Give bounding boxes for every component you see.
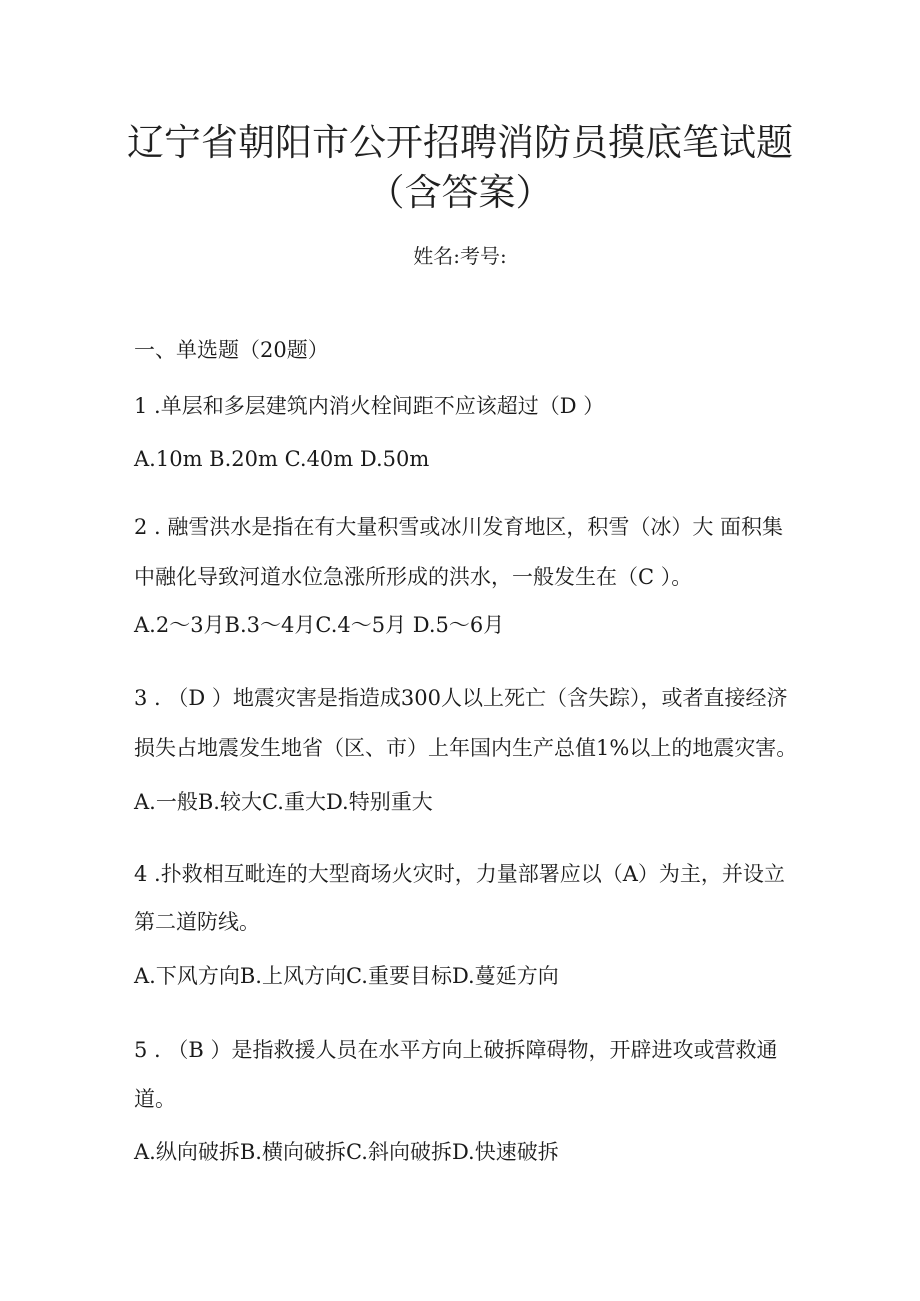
question-3-options: A.一般B.较大C.重大D.特别重大 [134,790,433,814]
question-4-options: A.下风方向B.上风方向C.重要目标D.蔓延方向 [134,964,559,988]
question-1-options: A.10m B.20m C.40m D.50m [134,447,430,471]
question-5-stem-line2: 道。 [134,1087,176,1111]
question-3-stem-line1: 3 . （D ）地震灾害是指造成300人以上死亡（含失踪），或者直接经济 [134,686,788,710]
question-5-options: A.纵向破拆B.横向破拆C.斜向破拆D.快速破拆 [134,1140,559,1164]
question-4-stem-line1: 4 .扑救相互毗连的大型商场火灾时，力量部署应以（A）为主，并设立 [134,862,785,886]
section-heading: 一、单选题（20题） [134,338,329,362]
question-4-stem-line2: 第二道防线。 [134,910,260,934]
question-2-stem-line1: 2 . 融雪洪水是指在有大量积雪或冰川发育地区，积雪（冰）大 面积集 [134,515,784,539]
question-1-stem-line1: 1 .单层和多层建筑内消火栓间距不应该超过（D ） [134,394,605,418]
question-2-options: A.2～3月B.3～4月C.4～5月 D.5～6月 [134,613,505,637]
document-title-line2: （含答案） [367,171,553,214]
name-exam-number-line: 姓名:考号: [413,244,507,268]
document-title-line1: 辽宁省朝阳市公开招聘消防员摸底笔试题 [127,121,793,164]
question-5-stem-line1: 5 . （B ）是指救援人员在水平方向上破拆障碍物，开辟进攻或营救通 [134,1038,778,1062]
question-3-stem-line2: 损失占地震发生地省（区、市）上年国内生产总值1%以上的地震灾害。 [134,736,798,760]
question-2-stem-line2: 中融化导致河道水位急涨所形成的洪水，一般发生在（C ）。 [134,565,693,589]
